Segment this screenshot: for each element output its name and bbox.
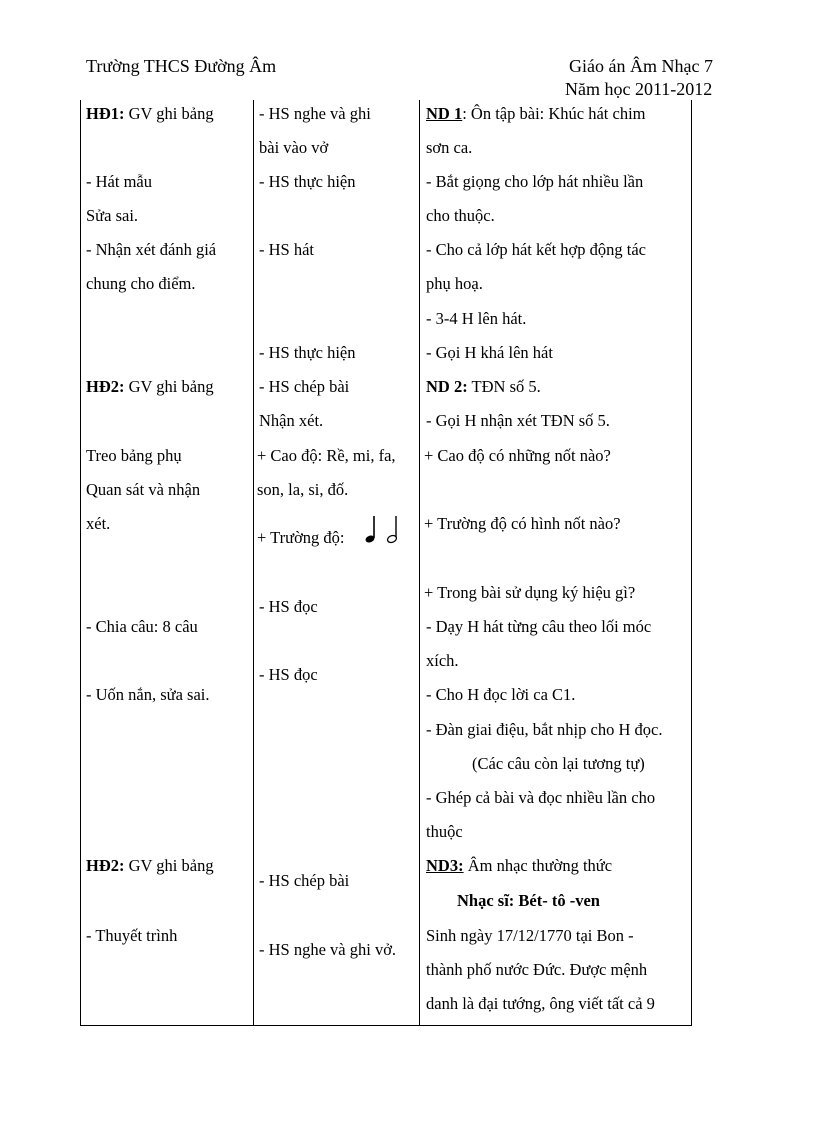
dan-giai-dieu: - Đàn giai điệu, bắt nhịp cho H đọc.	[426, 720, 663, 739]
cac-cau-con-lai: (Các câu còn lại tương tự)	[472, 754, 645, 773]
nghe-ghi-line-2: bài vào vở	[259, 138, 329, 157]
cao-do-line-1: + Cao độ: Rề, mi, fa,	[257, 446, 396, 465]
thuyet-trinh: - Thuyết trình	[86, 926, 178, 945]
day-h-line-2: xích.	[426, 651, 459, 670]
day-h-line-1: - Dạy H hát từng câu theo lối móc	[426, 617, 652, 636]
cho-ca-lop-line-2: phụ hoạ.	[426, 274, 483, 293]
bio-line-1: Sinh ngày 17/12/1770 tại Bon -	[426, 926, 634, 945]
nhan-xet-line-2: chung cho điểm.	[86, 274, 196, 293]
cao-do-line-2: son, la, si, đố.	[257, 480, 349, 499]
uon-nan: - Uốn nắn, sửa sai.	[86, 685, 210, 704]
chep-bai-2: - HS chép bài	[259, 871, 350, 890]
nhan-xet: Nhận xét.	[259, 411, 324, 430]
hd1-heading: HĐ1: GV ghi bảng	[86, 104, 214, 123]
xet: xét.	[86, 514, 111, 533]
nd1-heading: ND 1: Ôn tập bài: Khúc hát chim	[426, 104, 646, 123]
hs-hat: - HS hát	[259, 240, 314, 259]
quan-sat: Quan sát và nhận	[86, 480, 201, 499]
nhac-si-heading: Nhạc sĩ: Bét- tô -ven	[457, 891, 600, 910]
hd2-heading-a: HĐ2: GV ghi bảng	[86, 377, 214, 396]
school-name: Trường THCS Đường Âm	[86, 56, 277, 76]
bat-giong-line-1: - Bắt giọng cho lớp hát nhiều lần	[426, 172, 644, 191]
ghep-line-1: - Ghép cả bài và đọc nhiều lần cho	[426, 788, 656, 807]
chep-bai-1: - HS chép bài	[259, 377, 350, 396]
nd1-text-2: sơn ca.	[426, 138, 473, 157]
music-notes-icon	[363, 512, 405, 546]
goi-h-nhan-xet: - Gọi H nhận xét TĐN số 5.	[426, 411, 610, 430]
thuc-hien-2: - HS thực hiện	[259, 343, 356, 362]
cho-ca-lop-line-1: - Cho cả lớp hát kết hợp động tác	[426, 240, 646, 259]
truong-do-question: + Trường độ có hình nốt nào?	[424, 514, 621, 533]
hd2-heading-b: HĐ2: GV ghi bảng	[86, 856, 214, 875]
thuc-hien-1: - HS thực hiện	[259, 172, 356, 191]
table-border-left	[80, 100, 81, 1026]
nd3-heading: ND3: Âm nhạc thường thức	[426, 856, 613, 875]
table-border-bottom	[80, 1025, 692, 1026]
hs-doc-1: - HS đọc	[259, 597, 318, 616]
nd2-heading: ND 2: TĐN số 5.	[426, 377, 541, 396]
cao-do-question: + Cao độ có những nốt nào?	[424, 446, 611, 465]
hat-mau: - Hát mẫu	[86, 172, 152, 191]
len-hat: - 3-4 H lên hát.	[426, 309, 527, 328]
table-border-right	[691, 100, 692, 1026]
bat-giong-line-2: cho thuộc.	[426, 206, 495, 225]
table-divider-2	[419, 100, 420, 1026]
goi-h-kha: - Gọi H khá lên hát	[426, 343, 553, 362]
truong-do: + Trường độ:	[257, 528, 345, 547]
nhan-xet-line-1: - Nhận xét đánh giá	[86, 240, 217, 259]
treo-bang-phu: Treo bảng phụ	[86, 446, 182, 465]
school-year: Năm học 2011-2012	[565, 79, 713, 99]
sua-sai: Sửa sai.	[86, 206, 139, 225]
hs-doc-2: - HS đọc	[259, 665, 318, 684]
table-divider-1	[253, 100, 254, 1026]
nghe-ghi-line-1: - HS nghe và ghi	[259, 104, 371, 123]
ky-hieu-question: + Trong bài sử dụng ký hiệu gì?	[424, 583, 636, 602]
chia-cau: - Chia câu: 8 câu	[86, 617, 198, 636]
subject-title: Giáo án Âm Nhạc 7	[569, 56, 713, 76]
ghep-line-2: thuộc	[426, 822, 463, 841]
cho-h-doc: - Cho H đọc lời ca C1.	[426, 685, 576, 704]
bio-line-2: thành phố nước Đức. Được mệnh	[426, 960, 648, 979]
nghe-ghi-vo: - HS nghe và ghi vở.	[259, 940, 397, 959]
bio-line-3: danh là đại tướng, ông viết tất cả 9	[426, 994, 655, 1013]
